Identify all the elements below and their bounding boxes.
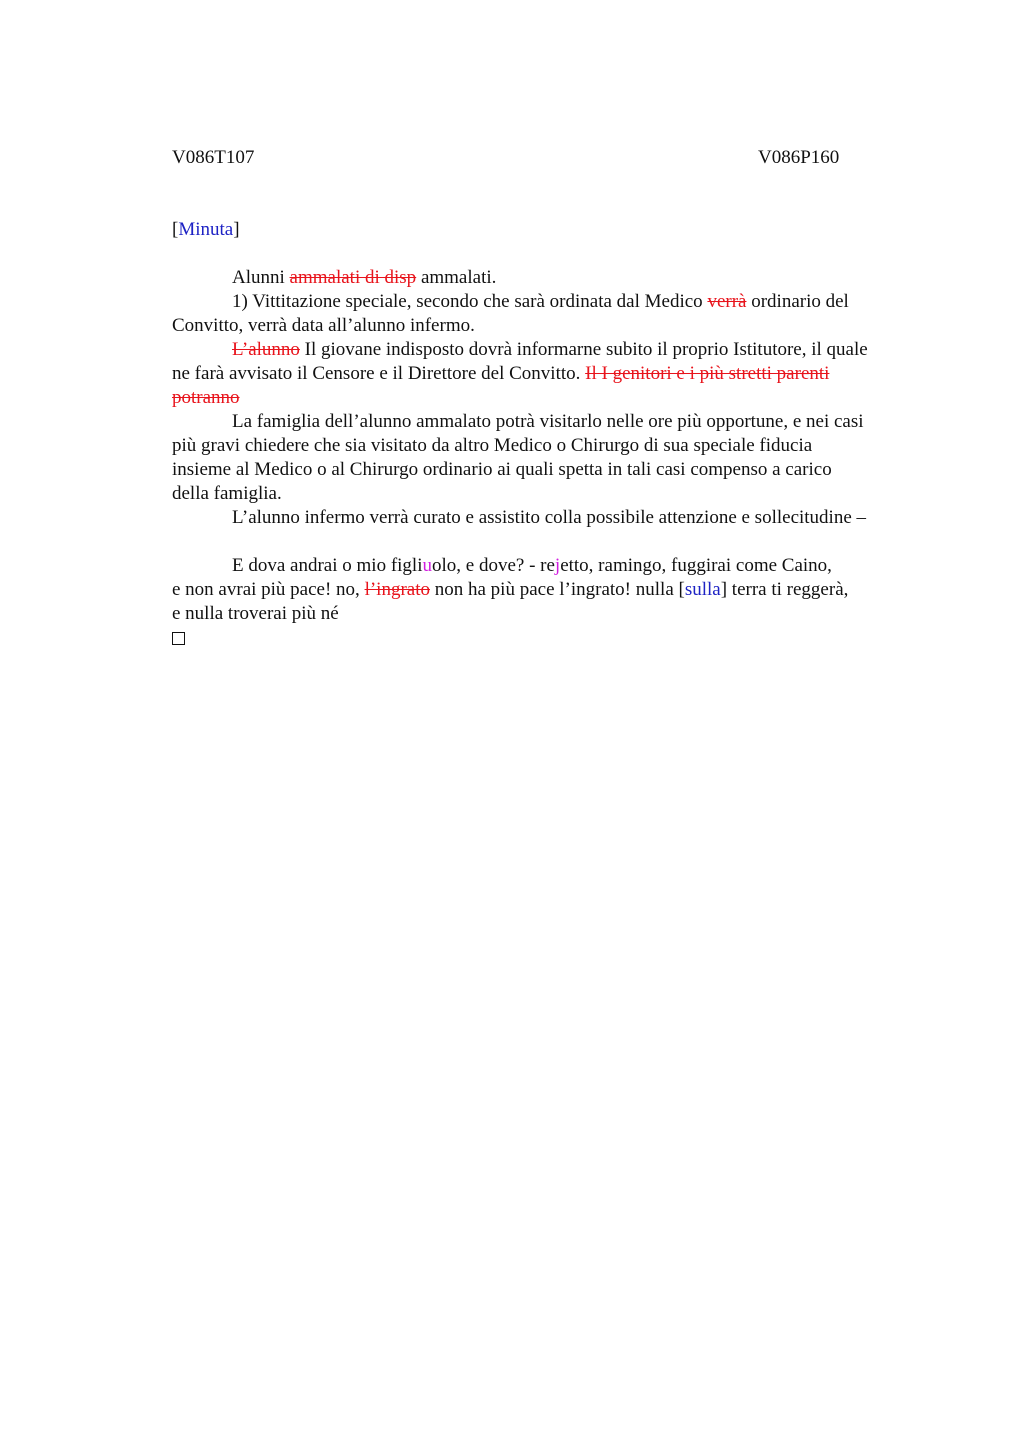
paragraph-figliuolo-line-2 [172,578,928,602]
text-run: non ha più pace l’ingrato! nulla [ [430,579,685,600]
text-run: ammalati. [416,267,497,288]
text-run: e nulla troverai più né [172,603,339,624]
deleted-text: L’alunno [232,339,300,360]
paragraph-famiglia-line-4 [172,482,928,506]
text-run: Convitto, verrà data all’alunno infermo. [172,315,475,336]
text-run: insieme al Medico o al Chirurgo ordinario ai quali spetta in tali casi compenso a carico [172,459,832,480]
paragraph-infermo [172,506,928,530]
document-body [172,266,928,652]
deleted-text: ammalati di disp [289,267,417,288]
end-marker-line [172,626,928,652]
left-reference-code: V086T107 [172,147,255,168]
text-run: Il giovane indisposto dovrà informarne subito il proprio Istitutore, il quale [299,339,868,360]
deleted-text: Il I genitori e i più stretti parenti [585,363,830,384]
text-run: ordinario del [746,291,849,312]
text-run: E dova andrai o mio figli [232,555,423,576]
text-run: più gravi chiedere che sia visitato da altro Medico o Chirurgo di sua speciale fiducia [172,435,813,456]
paragraph-famiglia-line-1 [172,410,928,434]
deleted-text: potranno [172,387,240,408]
text-run: L’alunno infermo verrà curato e assistito colla possibile attenzione e sollecitudine – [232,507,867,528]
text-run: Alunni [232,267,290,288]
minuta-label: Minuta [178,219,234,240]
text-run: 1) Vittitazione speciale, secondo che sarà ordinata dal Medico [232,291,708,312]
text-run: e non avrai più pace! no, [172,579,365,600]
paragraph-famiglia-line-2 [172,434,928,458]
text-run: olo, e dove? - re [431,555,555,576]
editorial-insert: sulla [684,579,721,600]
minuta-open-bracket: [ [172,219,179,240]
paragraph-giovane-line-2 [172,362,928,386]
text-run: ne farà avvisato il Censore e il Direttore del Convitto. [172,363,586,384]
blank-line [172,530,928,554]
paragraph-vittitazione-line-2 [172,314,928,338]
paragraph-figliuolo-line-3 [172,602,928,626]
paragraph-figliuolo-line-1 [172,554,928,578]
text-run: ] terra ti reggerà, [720,579,849,600]
empty-square-icon [172,632,185,645]
text-run: della famiglia. [172,483,282,504]
paragraph-famiglia-line-3 [172,458,928,482]
text-run: etto, ramingo, fuggirai come Caino, [560,555,832,576]
magenta-letter: j [554,555,561,576]
paragraph-giovane-line-1 [172,338,928,362]
magenta-letter: u [422,555,432,576]
minuta-close-bracket: ] [233,219,240,240]
right-reference-code: V086P160 [758,147,840,168]
paragraph-giovane-line-3 [172,386,928,410]
deleted-text: l’ingrato [364,579,430,600]
paragraph-vittitazione-line-1 [172,290,928,314]
minuta-heading [172,218,240,242]
paragraph-alunni [172,266,928,290]
text-run: La famiglia dell’alunno ammalato potrà visitarlo nelle ore più opportune, e nei casi [232,411,864,432]
deleted-text: verrà [707,291,747,312]
